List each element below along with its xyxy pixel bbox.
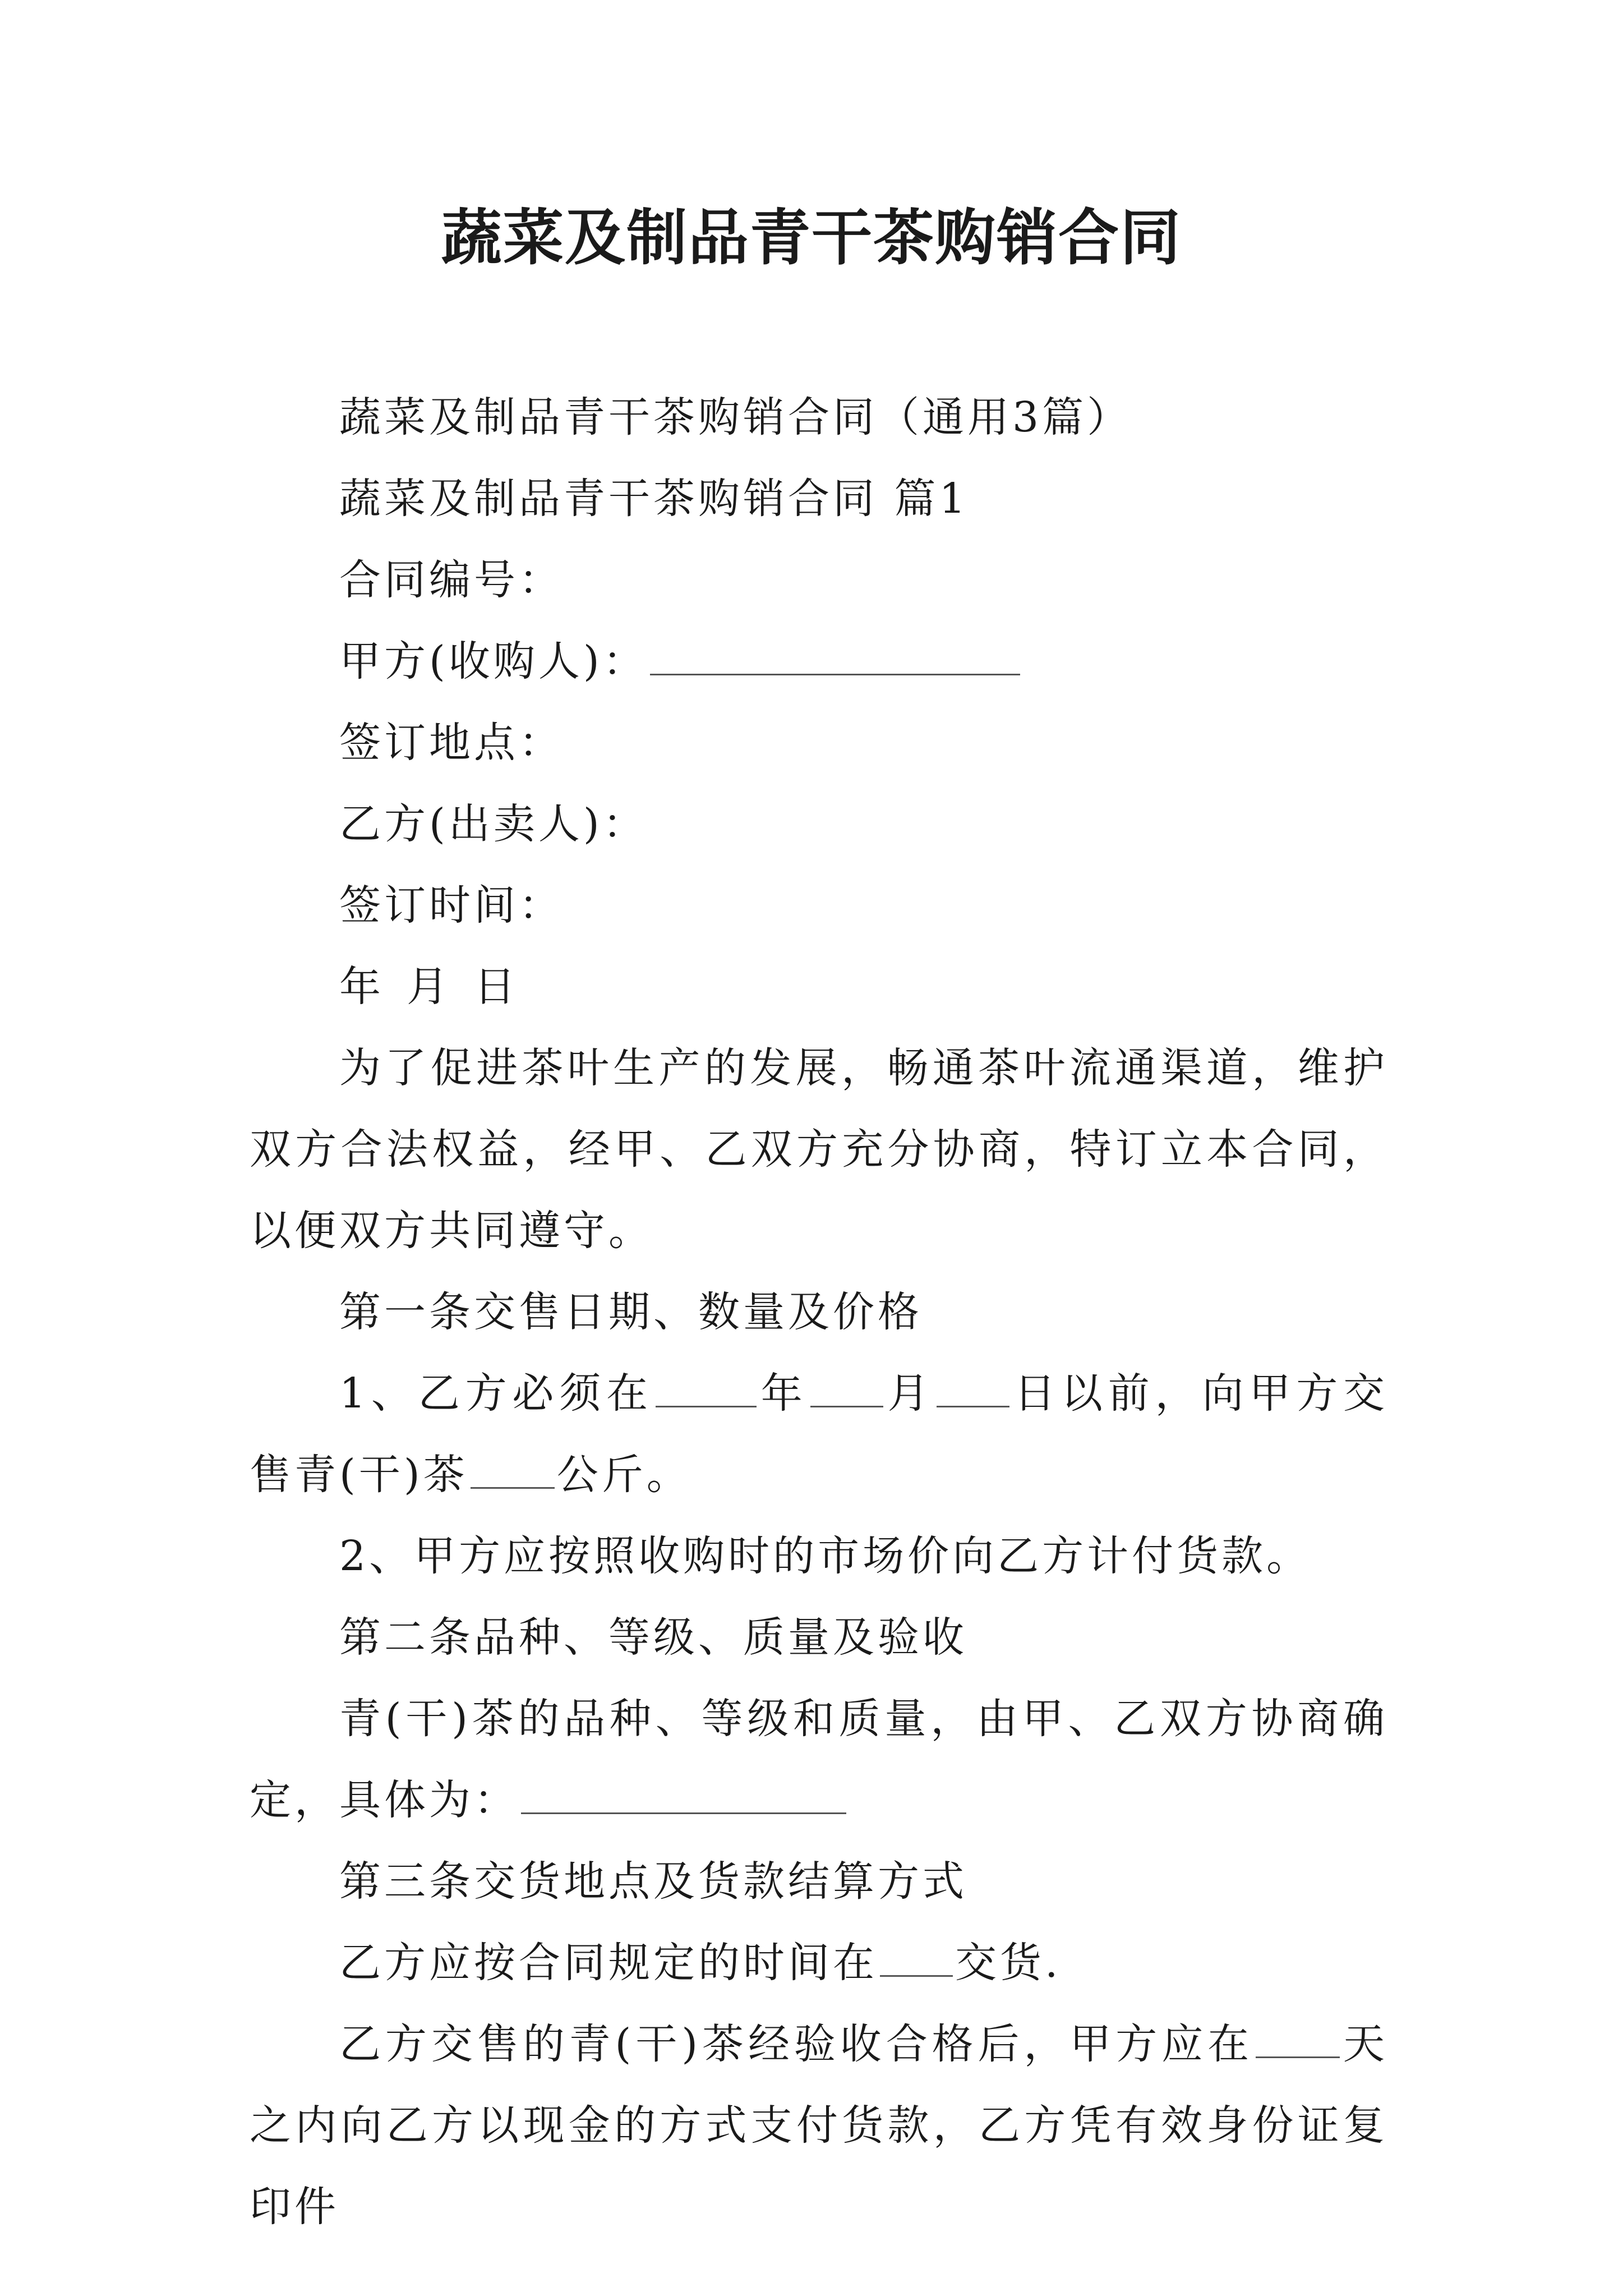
a1-item1-text-2: 年 (758, 1369, 808, 1418)
a1-item1-text-3: 月 (885, 1369, 935, 1418)
preamble-paragraph: 为了促进茶叶生产的发展，畅通茶叶流通渠道，维护双方合法权益，经甲、乙双方充分协商，特订立本合同，以便双方共同遵守。 (250, 1044, 1388, 1255)
date-day: 日 (474, 963, 519, 1011)
article-1-heading: 第一条交售日期、数量及价格 (339, 1288, 923, 1336)
article-3-delivery (250, 1922, 1388, 2004)
delivery-place-blank (880, 1941, 953, 1977)
payment-days-blank (1256, 2023, 1340, 2058)
a2-body-text: 青(干)茶的品种、等级和质量，由甲、乙双方协商确定，具体为： (250, 1695, 1388, 1824)
date-year: 年 (339, 963, 384, 1011)
document-title: 蔬菜及制品青干茶购销合同 (441, 203, 1182, 273)
article-3-heading: 第三条交货地点及货款结算方式 (339, 1857, 967, 1906)
a3-p1-text-2: 交货. (955, 1939, 1062, 1987)
a3-p1-text-1: 乙方应按合同规定的时间在 (339, 1939, 878, 1987)
a1-item1-text-1: 1、乙方必须在 (339, 1369, 653, 1418)
party-b-field: 乙方(出卖人)： (339, 800, 648, 848)
sign-date-line (250, 946, 1388, 1028)
a3-p2-text-2: 天之内向乙方以现金的方式支付货款，乙方凭有效身份证复印件 (250, 2020, 1388, 2231)
subtitle: 蔬菜及制品青干茶购销合同（通用3篇） (339, 393, 1132, 441)
party-a-label: 甲方(收购人)： (339, 637, 648, 685)
date-month: 月 (407, 963, 451, 1011)
day-blank (937, 1372, 1009, 1407)
a1-item1-text-5: 公斤。 (556, 1451, 691, 1499)
party-a-field (250, 621, 1388, 702)
month-blank (810, 1372, 883, 1407)
article-1-item-2: 2、甲方应按照收购时的市场价向乙方计付货款。 (339, 1532, 1312, 1580)
sign-place-field: 签订地点： (339, 719, 564, 767)
contract-number-field: 合同编号： (339, 556, 564, 604)
part-heading: 蔬菜及制品青干茶购销合同 篇1 (339, 475, 969, 523)
quantity-blank (471, 1453, 555, 1489)
document-body (250, 377, 1388, 2248)
a1-item1-text-4: 日以前，向甲方交售青(干)茶 (250, 1369, 1389, 1499)
article-3-payment (250, 2004, 1388, 2248)
article-2-body (250, 1678, 1388, 1841)
article-2-heading: 第二条品种、等级、质量及验收 (339, 1613, 967, 1662)
article-1-item-1 (250, 1353, 1388, 1516)
party-a-blank (650, 640, 1020, 675)
quality-spec-blank (521, 1779, 846, 1814)
year-blank (656, 1372, 757, 1407)
sign-time-field: 签订时间： (339, 881, 564, 930)
a3-p2-text-1: 乙方交售的青(干)茶经验收合格后，甲方应在 (339, 2020, 1254, 2068)
